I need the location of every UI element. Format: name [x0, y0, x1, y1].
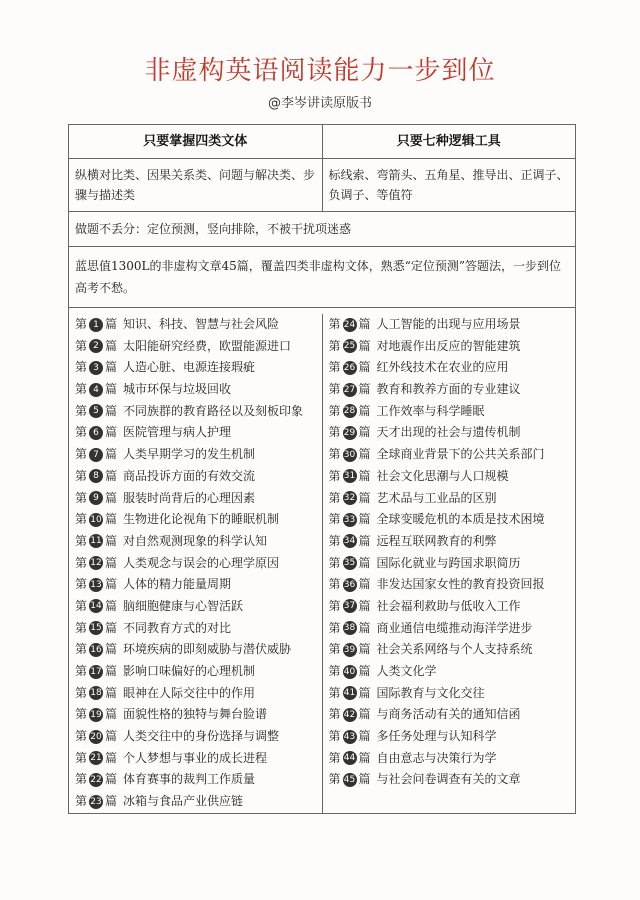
article-title: 全球变暖危机的本质是技术困境: [376, 512, 545, 527]
article-prefix: 第: [328, 403, 341, 418]
article-number: 4: [89, 383, 103, 397]
article-number: 7: [89, 448, 103, 462]
article-item: [329, 704, 576, 726]
article-list-left: [69, 314, 323, 813]
article-number: 30: [343, 449, 356, 460]
article-item: [329, 422, 576, 444]
article-item: [329, 553, 576, 575]
article-suffix: 篇: [105, 447, 118, 462]
article-number: 20: [90, 731, 102, 742]
article-title: 不同教育方式的对比: [123, 620, 232, 635]
article-title: 全球商业背景下的公共关系部门: [376, 447, 545, 462]
article-suffix: 篇: [105, 555, 118, 570]
article-item: [329, 314, 576, 336]
article-suffix: 篇: [105, 403, 118, 418]
article-item: [75, 618, 322, 640]
article-suffix: 篇: [358, 729, 371, 744]
article-prefix: 第: [328, 729, 341, 744]
article-prefix: 第: [328, 382, 341, 397]
article-suffix: 篇: [105, 317, 118, 331]
article-item: [329, 748, 576, 770]
article-prefix: 第: [75, 729, 88, 744]
article-item: [329, 357, 576, 379]
article-suffix: 篇: [358, 620, 371, 635]
article-suffix: 篇: [105, 707, 118, 722]
article-item: [329, 726, 576, 748]
article-item: [329, 509, 576, 531]
article-prefix: 第: [75, 707, 88, 722]
article-suffix: 篇: [105, 425, 118, 440]
article-prefix: 第: [75, 425, 88, 440]
article-prefix: 第: [328, 750, 341, 765]
article-suffix: 篇: [105, 642, 118, 657]
article-item: [75, 357, 322, 379]
summary-row: 蓝思值1300L的非虚构文章45篇，覆盖四类非虚构文体，熟悉“定位预测”答题法，一步到位高考不愁。: [69, 247, 575, 308]
article-suffix: 篇: [358, 642, 371, 657]
article-prefix: 第: [328, 512, 341, 527]
article-suffix: 篇: [105, 598, 118, 613]
header-left: 只要掌握四类文体: [69, 125, 323, 158]
article-item: [329, 488, 576, 510]
article-title: 对地震作出反应的智能建筑: [376, 338, 521, 353]
article-number: 27: [343, 384, 356, 395]
article-title: 人类观念与误会的心理学原因: [123, 555, 280, 570]
article-lists: [69, 308, 575, 813]
article-item: [329, 444, 576, 466]
article-prefix: 第: [328, 360, 341, 375]
article-number: 35: [343, 558, 356, 569]
article-number: 40: [343, 666, 356, 677]
article-prefix: 第: [75, 664, 88, 678]
article-number: 38: [343, 623, 356, 634]
article-item: [329, 683, 576, 705]
article-number: 21: [90, 753, 102, 764]
article-prefix: 第: [75, 772, 88, 787]
article-number: 23: [90, 796, 102, 807]
article-suffix: 篇: [358, 317, 371, 331]
article-number: 2: [89, 339, 103, 353]
article-title: 社会关系网络与个人支持系统: [376, 642, 533, 657]
article-item: [75, 748, 322, 770]
article-suffix: 篇: [105, 512, 118, 527]
article-title: 工作效率与科学睡眠: [376, 403, 485, 418]
article-title: 人工智能的出现与应用场景: [376, 317, 521, 331]
article-prefix: 第: [75, 533, 88, 548]
article-prefix: 第: [75, 490, 88, 505]
article-title: 城市环保与垃圾回收: [123, 382, 232, 397]
article-number: 16: [90, 644, 102, 655]
article-title: 体育赛事的裁判工作质量: [123, 772, 256, 787]
article-number: 6: [89, 426, 103, 440]
article-number: 37: [343, 601, 356, 612]
article-number: 42: [343, 709, 356, 720]
article-prefix: 第: [75, 577, 88, 592]
article-title: 人类交往中的身份选择与调整: [123, 729, 280, 744]
article-item: [75, 683, 322, 705]
article-item: [329, 531, 576, 553]
article-prefix: 第: [328, 772, 341, 787]
article-suffix: 篇: [105, 794, 118, 809]
article-title: 人类文化学: [376, 664, 437, 678]
page-subtitle: @李岑讲读原版书: [267, 96, 372, 111]
article-suffix: 篇: [358, 598, 371, 613]
article-number: 24: [343, 319, 356, 330]
article-item: [329, 336, 576, 358]
tip-row: 做题不丢分：定位预测，竖向排除，不被干扰项迷惑: [69, 212, 575, 247]
article-number: 9: [89, 491, 103, 505]
article-suffix: 篇: [105, 685, 118, 700]
article-prefix: 第: [75, 750, 88, 765]
article-suffix: 篇: [358, 707, 371, 722]
article-suffix: 篇: [105, 664, 118, 678]
article-number: 43: [343, 731, 356, 742]
article-title: 医院管理与病人护理: [123, 425, 232, 440]
types-cell: 纵横对比类、因果关系类、问题与解决类、步骤与描述类: [69, 159, 323, 211]
article-title: 生物进化论视角下的睡眠机制: [123, 512, 280, 527]
article-suffix: 篇: [105, 360, 118, 375]
article-title: 远程互联网教育的利弊: [376, 533, 497, 548]
article-suffix: 篇: [358, 533, 371, 548]
article-title: 冰箱与食品产业供应链: [123, 794, 244, 809]
article-prefix: 第: [328, 555, 341, 570]
article-item: [329, 661, 576, 683]
article-prefix: 第: [75, 512, 88, 527]
article-number: 45: [343, 774, 356, 785]
table-header: [69, 125, 575, 159]
article-suffix: 篇: [105, 750, 118, 765]
article-suffix: 篇: [358, 555, 371, 570]
article-number: 12: [90, 558, 102, 569]
article-prefix: 第: [328, 664, 341, 678]
article-suffix: 篇: [358, 360, 371, 375]
article-item: [329, 379, 576, 401]
article-number: 22: [90, 774, 102, 785]
article-title: 多任务处理与认知科学: [376, 729, 497, 744]
article-title: 对自然观测现象的科学认知: [123, 533, 268, 548]
article-title: 面貌性格的独特与舞台脸谱: [123, 707, 268, 722]
article-title: 服装时尚背后的心理因素: [123, 490, 256, 505]
article-prefix: 第: [328, 317, 341, 331]
article-item: [75, 553, 322, 575]
article-item: [75, 639, 322, 661]
article-item: [75, 401, 322, 423]
article-title: 天才出现的社会与遗传机制: [376, 425, 521, 440]
article-number: 15: [90, 623, 102, 634]
article-number: 18: [90, 688, 102, 699]
article-item: [75, 488, 322, 510]
article-prefix: 第: [328, 490, 341, 505]
article-number: 1: [89, 318, 103, 332]
article-number: 10: [90, 514, 102, 525]
article-item: [75, 574, 322, 596]
article-prefix: 第: [328, 642, 341, 657]
article-suffix: 篇: [358, 577, 371, 592]
article-title: 个人梦想与事业的成长进程: [123, 750, 268, 765]
article-number: 17: [90, 666, 102, 677]
article-suffix: 篇: [105, 468, 118, 483]
article-suffix: 篇: [358, 750, 371, 765]
article-suffix: 篇: [105, 490, 118, 505]
article-title: 社会福利救助与低收入工作: [376, 598, 521, 613]
article-suffix: 篇: [105, 620, 118, 635]
article-item: [75, 466, 322, 488]
article-number: 44: [343, 753, 356, 764]
article-prefix: 第: [75, 382, 88, 397]
article-prefix: 第: [75, 468, 88, 483]
article-prefix: 第: [328, 447, 341, 462]
article-title: 国际化就业与跨国求职简历: [376, 555, 521, 570]
article-number: 26: [343, 362, 356, 373]
article-item: [329, 639, 576, 661]
article-title: 人类早期学习的发生机制: [123, 447, 256, 462]
tools-cell: 标线索、弯箭头、五角星、推导出、正调子、负调子、等值符: [328, 168, 569, 202]
article-title: 教育和教养方面的专业建议: [376, 382, 521, 397]
article-prefix: 第: [328, 685, 341, 700]
article-item: [75, 704, 322, 726]
article-number: 11: [90, 536, 102, 547]
article-item: [75, 769, 322, 791]
article-number: 31: [343, 471, 356, 482]
article-suffix: 篇: [358, 425, 371, 440]
article-title: 人体的精力能量周期: [123, 577, 232, 592]
article-prefix: 第: [328, 425, 341, 440]
article-item: [75, 314, 322, 336]
article-item: [75, 336, 322, 358]
article-suffix: 篇: [105, 772, 118, 787]
article-item: [329, 618, 576, 640]
article-suffix: 篇: [358, 490, 371, 505]
article-list-right: [323, 314, 576, 813]
article-prefix: 第: [328, 533, 341, 548]
article-title: 国际教育与文化交往: [376, 685, 485, 700]
article-item: [329, 769, 576, 791]
article-suffix: 篇: [105, 338, 118, 353]
article-suffix: 篇: [105, 533, 118, 548]
article-prefix: 第: [75, 338, 88, 353]
article-item: [75, 531, 322, 553]
article-number: 29: [343, 427, 356, 438]
article-title: 与社会问卷调查有关的文章: [376, 772, 521, 787]
article-suffix: 篇: [358, 468, 371, 483]
article-item: [75, 379, 322, 401]
article-prefix: 第: [75, 620, 88, 635]
article-prefix: 第: [75, 794, 88, 809]
article-title: 商业通信电缆推动海洋学进步: [376, 620, 533, 635]
article-item: [329, 596, 576, 618]
article-prefix: 第: [75, 447, 88, 462]
article-title: 与商务活动有关的通知信函: [376, 707, 521, 722]
article-title: 太阳能研究经费，欧盟能源进口: [123, 338, 292, 353]
article-title: 社会文化思潮与人口规模: [376, 468, 509, 483]
article-prefix: 第: [75, 685, 88, 700]
article-suffix: 篇: [358, 664, 371, 678]
article-suffix: 篇: [358, 447, 371, 462]
article-suffix: 篇: [358, 338, 371, 353]
article-number: 34: [343, 536, 356, 547]
page-title: 非虚构英语阅读能力一步到位: [144, 56, 496, 86]
article-prefix: 第: [75, 317, 88, 331]
article-number: 32: [343, 493, 356, 503]
article-item: [75, 444, 322, 466]
article-number: 3: [89, 361, 103, 375]
article-item: [75, 791, 322, 813]
article-prefix: 第: [75, 555, 88, 570]
article-title: 影响口味偏好的心理机制: [123, 664, 256, 678]
article-item: [75, 509, 322, 531]
article-item: [75, 596, 322, 618]
article-suffix: 篇: [358, 512, 371, 527]
article-title: 红外线技术在农业的应用: [376, 360, 509, 375]
article-suffix: 篇: [358, 382, 371, 397]
article-suffix: 篇: [358, 685, 371, 700]
article-suffix: 篇: [105, 729, 118, 744]
article-suffix: 篇: [358, 403, 371, 418]
article-number: 41: [343, 688, 356, 699]
article-title: 眼神在人际交往中的作用: [123, 685, 256, 700]
article-item: [329, 401, 576, 423]
article-suffix: 篇: [105, 577, 118, 592]
article-number: 36: [343, 579, 356, 590]
header-right: 只要七种逻辑工具: [396, 134, 501, 149]
types-tools-row: [69, 159, 575, 212]
article-prefix: 第: [75, 598, 88, 613]
article-number: 33: [343, 514, 356, 525]
article-title: 不同族群的教育路径以及刻板印象: [123, 403, 304, 418]
article-item: [329, 574, 576, 596]
article-number: 19: [90, 709, 102, 720]
article-title: 知识、科技、智慧与社会风险: [123, 317, 280, 331]
article-number: 25: [343, 341, 356, 352]
article-title: 自由意志与决策行为学: [376, 750, 497, 765]
article-number: 5: [89, 404, 103, 418]
article-prefix: 第: [75, 403, 88, 418]
article-number: 8: [89, 469, 103, 483]
article-title: 艺术品与工业品的区别: [376, 490, 497, 505]
article-prefix: 第: [328, 707, 341, 722]
article-title: 人造心脏、电源连接瑕疵: [123, 360, 256, 375]
article-item: [75, 726, 322, 748]
article-prefix: 第: [328, 598, 341, 613]
article-item: [329, 466, 576, 488]
article-prefix: 第: [328, 577, 341, 592]
article-suffix: 篇: [105, 382, 118, 397]
article-number: 28: [343, 406, 356, 417]
article-title: 商品投诉方面的有效交流: [123, 468, 256, 483]
article-number: 39: [343, 644, 356, 655]
article-title: 脑细胞健康与心智活跃: [123, 598, 244, 613]
article-suffix: 篇: [358, 772, 371, 787]
article-prefix: 第: [328, 468, 341, 483]
article-number: 14: [90, 601, 102, 612]
article-prefix: 第: [328, 338, 341, 353]
article-title: 非发达国家女性的教育投资回报: [376, 577, 545, 592]
article-prefix: 第: [75, 360, 88, 375]
article-item: [75, 422, 322, 444]
article-number: 13: [90, 579, 102, 590]
article-prefix: 第: [328, 620, 341, 635]
content-table: [68, 124, 576, 814]
article-item: [75, 661, 322, 683]
article-prefix: 第: [75, 642, 88, 657]
article-title: 环境疾病的即刻威胁与潜伏威胁: [123, 642, 292, 657]
